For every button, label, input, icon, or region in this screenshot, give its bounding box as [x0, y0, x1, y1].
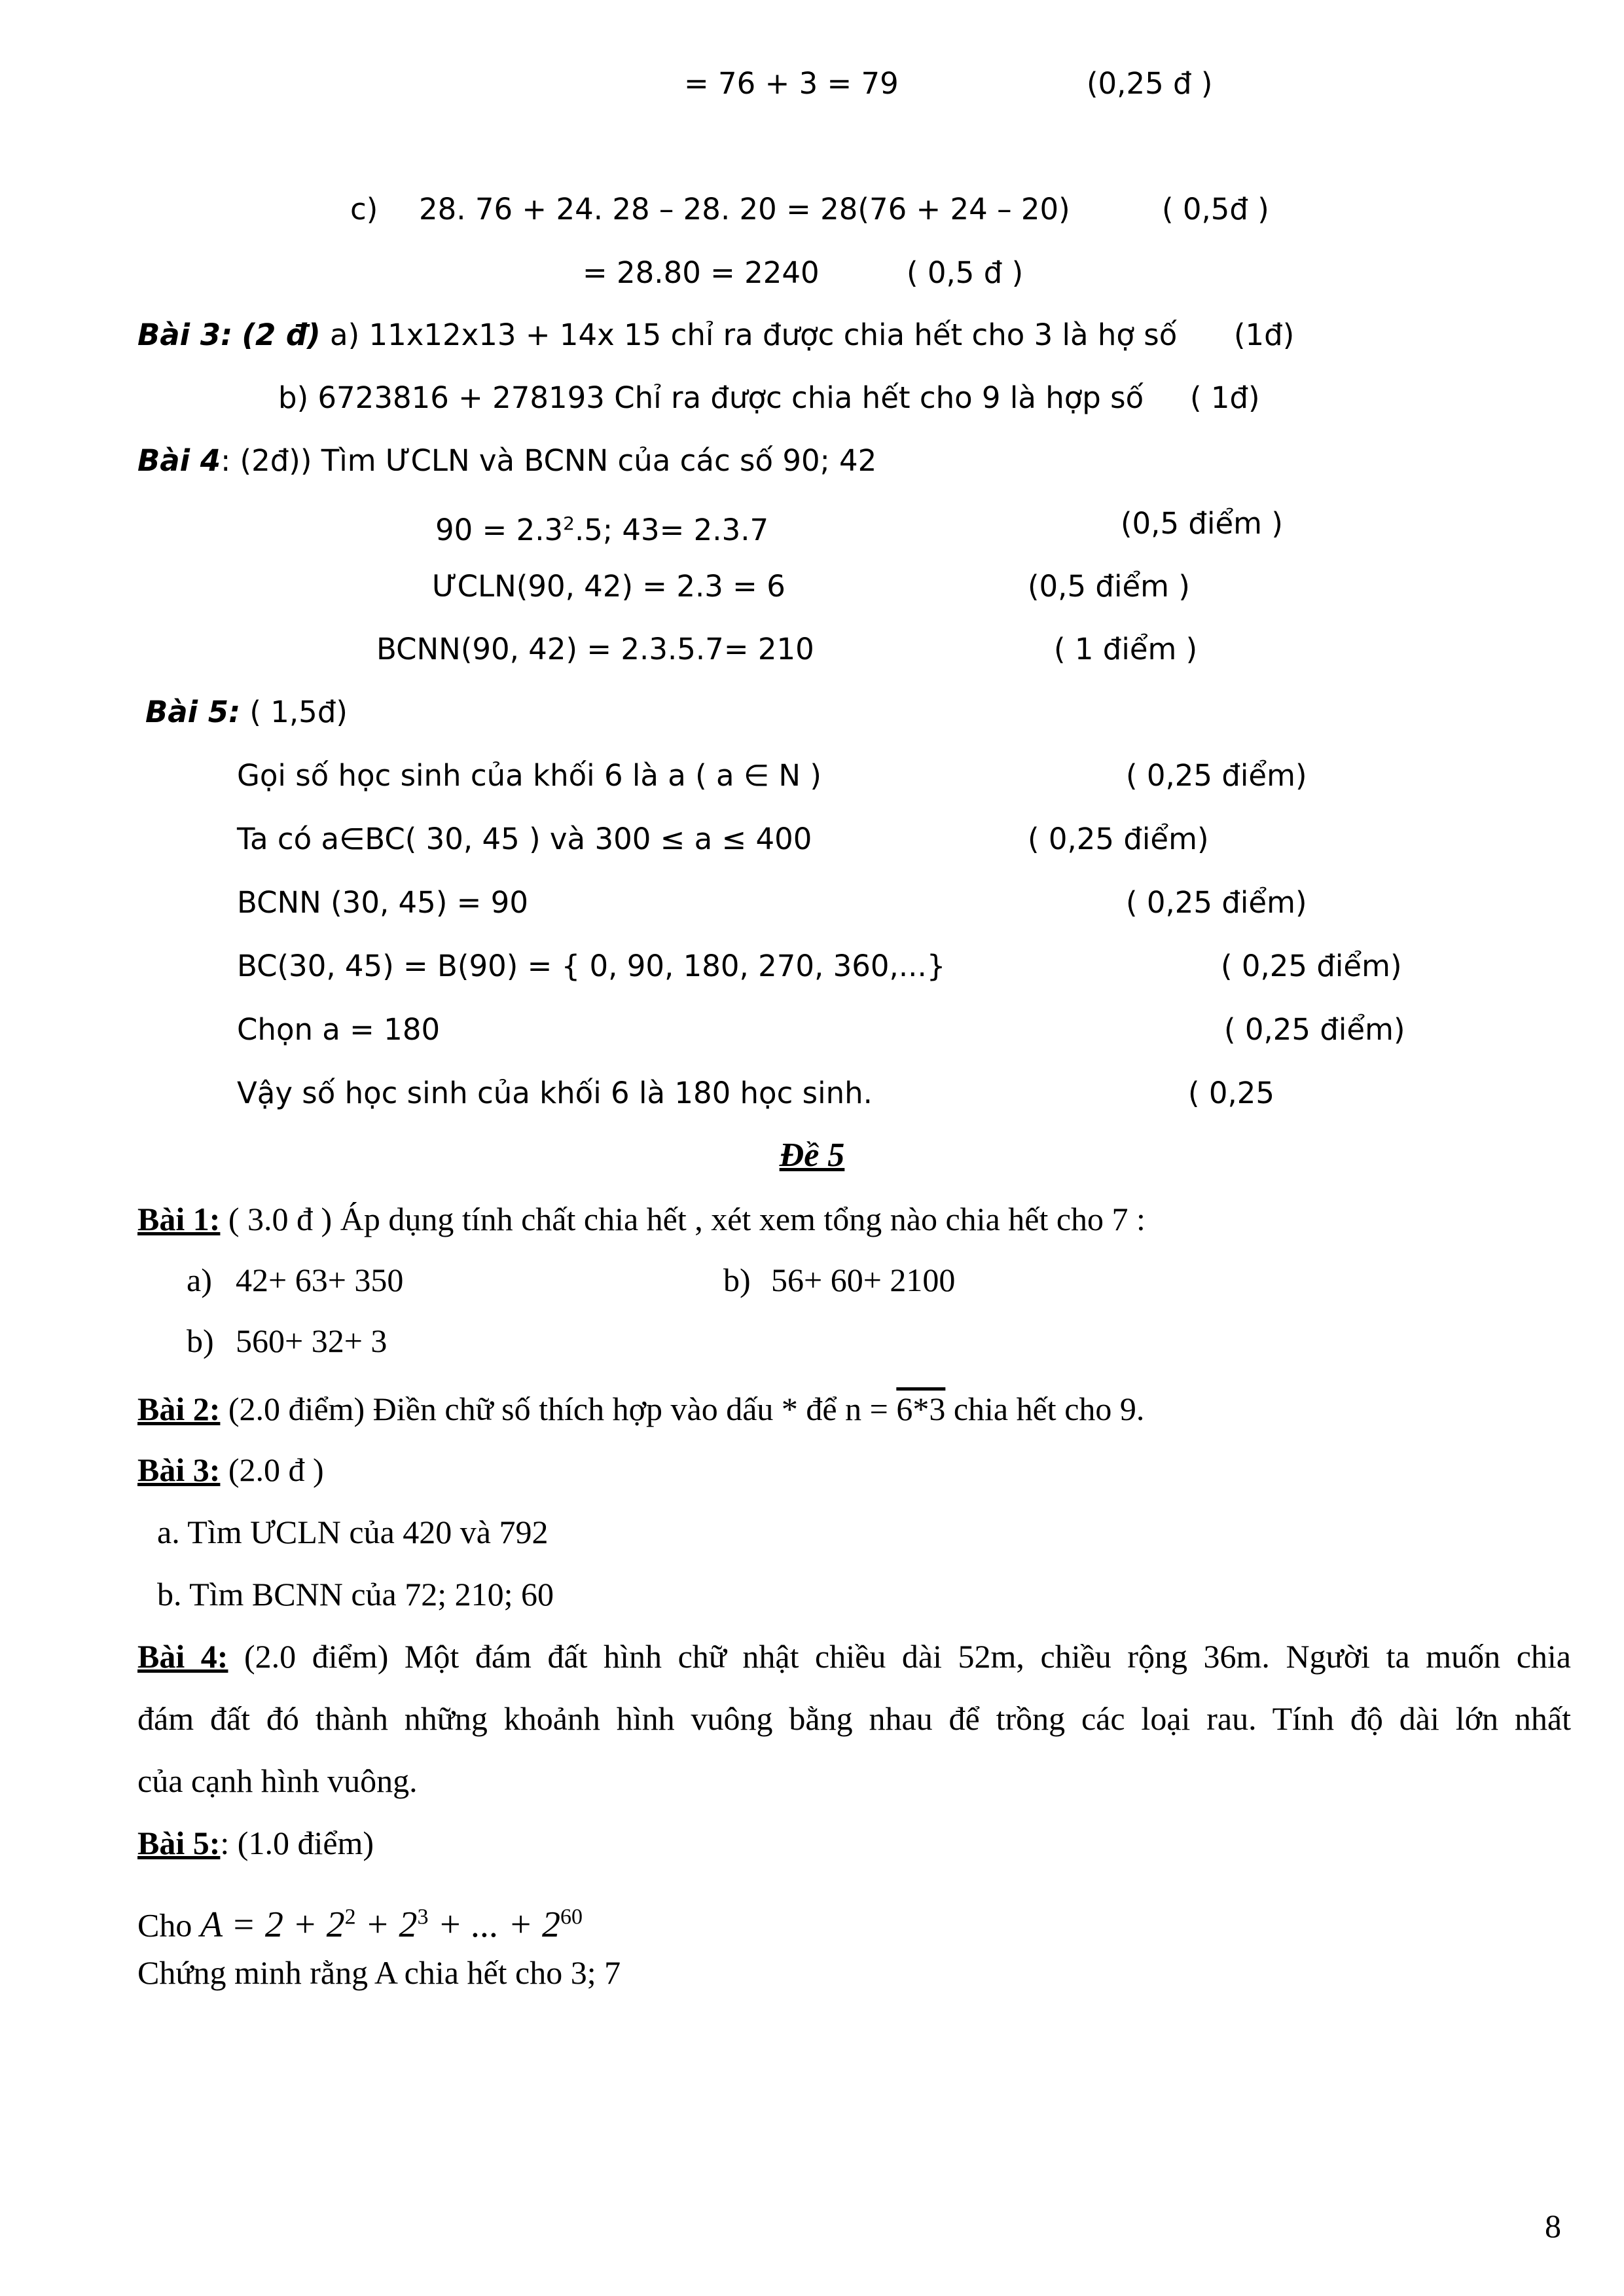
- exercise-line: [145, 693, 348, 732]
- option-label: b): [187, 1322, 214, 1359]
- formula-prefix: Cho: [137, 1906, 192, 1944]
- answer-line: BCNN(90, 42) = 2.3.5.7= 210: [376, 632, 814, 666]
- score-label: ( 0,25 điểm): [1221, 949, 1402, 983]
- score-label: ( 0,25 điểm): [1126, 885, 1307, 920]
- score-label: ( 0,25 điểm): [1028, 822, 1209, 856]
- sub-question: a. Tìm ƯCLN của 420 và 792: [157, 1514, 549, 1550]
- exercise-text: ( 3.0 đ ) Áp dụng tính chất chia hết , xét xem tổng nào chia hết cho 7 :: [220, 1201, 1146, 1237]
- exercise-title: Bài 1:: [137, 1201, 221, 1237]
- answer-text: b) 6723816 + 278193 Chỉ ra được chia hết cho 9 là hợp số: [278, 380, 1144, 415]
- exercise-points: (2 đ): [242, 318, 321, 352]
- exercise-title: Bài 4: [137, 443, 221, 478]
- score-label: (0,5 điểm ): [1028, 569, 1190, 604]
- score-label: (0,25 đ ): [1087, 66, 1213, 101]
- exercise-line: [137, 1199, 1146, 1239]
- answer-line: = 28.80 = 2240: [583, 255, 820, 290]
- score-label: (0,5 điểm ): [1121, 506, 1283, 541]
- exercise-line: [137, 1637, 1571, 1676]
- page-number: 8: [1545, 2208, 1561, 2244]
- exponent: 2: [563, 513, 575, 534]
- overlined-number: 6*3: [896, 1391, 946, 1427]
- score-label: ( 0,25 điểm): [1126, 758, 1307, 793]
- exercise-text-line: Chứng minh rằng A chia hết cho 3; 7: [137, 1954, 621, 1991]
- exercise-title: Bài 5:: [145, 695, 241, 729]
- answer-line: BC(30, 45) = B(90) = { 0, 90, 180, 270, 360,...}: [237, 949, 946, 983]
- answer-line: = 76 + 3 = 79: [684, 66, 899, 101]
- factor-text: 90 = 2.3: [435, 513, 564, 547]
- exercise-points: ( 1,5đ): [249, 695, 348, 729]
- exercise-text: (2.0 điểm) Một đám đất hình chữ nhật chiều dài 52m, chiều rộng 36m. Người ta muốn chia: [228, 1638, 1571, 1675]
- option-text: 56+ 60+ 2100: [771, 1262, 956, 1298]
- option-text: 560+ 32+ 3: [236, 1322, 388, 1359]
- answer-line: [435, 504, 768, 550]
- exercise-title: Bài 5:: [137, 1825, 221, 1861]
- option-label: a): [187, 1262, 212, 1298]
- answer-text: a) 11x12x13 + 14x 15 chỉ ra được chia hết cho 3 là hợ số: [330, 318, 1178, 352]
- exercise-title: Bài 3:: [137, 1451, 221, 1488]
- exercise-title: Bài 2:: [137, 1391, 221, 1427]
- exercise-title: Bài 3:: [137, 318, 233, 352]
- answer-line: Chọn a = 180: [237, 1012, 441, 1047]
- score-label: ( 1đ): [1190, 380, 1260, 415]
- score-label: ( 0,5đ ): [1162, 192, 1269, 227]
- option-label: b): [723, 1262, 751, 1298]
- formula: $A = 2 + 2^2 + 2^3$ + ... + $2^{60}$: [200, 1904, 583, 1945]
- exercise-text-line: của cạnh hình vuông.: [137, 1762, 418, 1799]
- exercise-line: [137, 1823, 374, 1863]
- exercise-line: [137, 1450, 324, 1489]
- formula-line: [137, 1891, 583, 1952]
- score-label: ( 0,5 đ ): [907, 255, 1024, 290]
- exercise-text: (2.0 điểm) Điền chữ số thích hợp vào dấu * để n =: [220, 1391, 897, 1427]
- score-label: ( 1 điểm ): [1054, 632, 1198, 666]
- answer-line: BCNN (30, 45) = 90: [237, 885, 528, 920]
- answer-line: 28. 76 + 24. 28 – 28. 20 = 28(76 + 24 – 20): [419, 192, 1070, 227]
- score-label: ( 0,25: [1188, 1076, 1275, 1110]
- answer-line: ƯCLN(90, 42) = 2.3 = 6: [432, 569, 785, 604]
- exercise-text-tail: chia hết cho 9.: [945, 1391, 1145, 1427]
- exercise-line: [137, 316, 1177, 355]
- score-label: ( 0,25 điểm): [1224, 1012, 1405, 1047]
- item-label: c): [350, 192, 378, 227]
- factor-text-rest: .5; 43= 2.3.7: [574, 513, 769, 547]
- answer-line: Vậy số học sinh của khối 6 là 180 học sinh.: [237, 1076, 873, 1110]
- score-label: (1đ): [1234, 318, 1295, 352]
- exercise-text: : (1.0 điểm): [220, 1825, 374, 1861]
- sub-question: b. Tìm BCNN của 72; 210; 60: [157, 1576, 554, 1613]
- exercise-text: (2.0 đ ): [220, 1451, 324, 1488]
- exercise-line: [137, 1389, 1144, 1429]
- exercise-title: Bài 4:: [137, 1638, 228, 1675]
- exercise-line: [137, 441, 876, 481]
- exercise-text-line: đám đất đó thành những khoảnh hình vuông bằng nhau để trồng các loại rau. Tính độ dài lớn nhất: [137, 1700, 1571, 1737]
- section-heading: Đề 5: [779, 1137, 845, 1174]
- option-text: 42+ 63+ 350: [236, 1262, 404, 1298]
- exercise-task: : (2đ)) Tìm ƯCLN và BCNN của các số 90; 42: [221, 443, 877, 478]
- answer-line: Gọi số học sinh của khối 6 là a ( a ∈ N ): [237, 758, 821, 793]
- answer-line: Ta có a∈BC( 30, 45 ) và 300 ≤ a ≤ 400: [237, 822, 812, 856]
